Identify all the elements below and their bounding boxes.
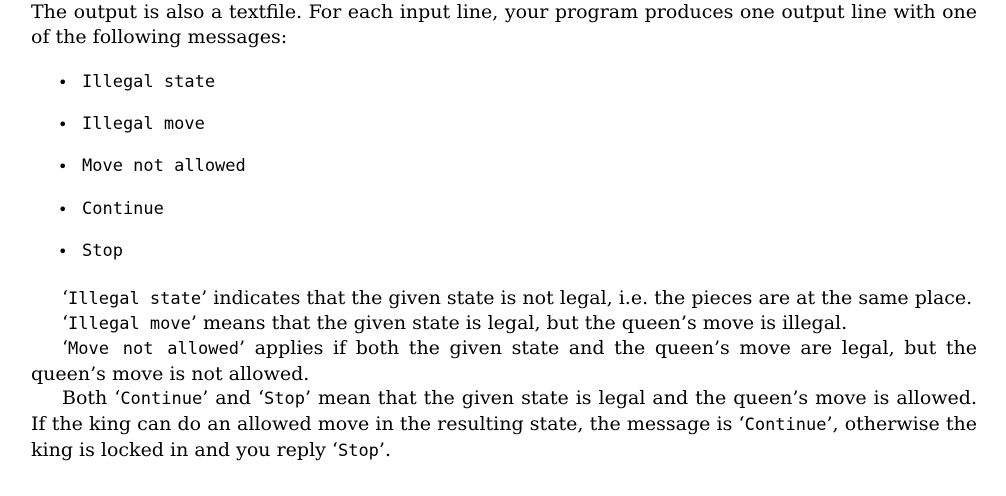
message-continue: Continue — [82, 199, 164, 219]
message-stop: Stop — [82, 241, 123, 261]
code-stop: Stop — [263, 389, 305, 409]
explanation-text: Both ‘ — [62, 387, 121, 409]
explanation-text: ’ means that the given state is legal, but the queen’s move is illegal. — [190, 312, 848, 334]
code-continue: Continue — [744, 415, 827, 435]
bullet-icon: • — [58, 73, 68, 92]
explanation-text: ’ and ‘ — [202, 387, 264, 409]
bullet-icon: • — [58, 157, 68, 176]
explanation-text: ’, otherwise the king is locked in and you reply ‘ — [31, 413, 977, 461]
bullet-icon: • — [58, 242, 68, 261]
list-item — [58, 154, 246, 179]
list-item — [58, 70, 215, 95]
explanation-illegal-state: ‘Illegal state’ indicates that the given state is not legal, i.e. the pieces are at the same place. — [62, 287, 973, 309]
code-illegal-state: Illegal state — [68, 289, 202, 309]
explanation-text: ’ applies if both the given state and the queen’s move are legal, but the queen’s move is not allowed. — [31, 337, 977, 385]
intro-paragraph: The output is also a textfile. For each input line, your program produces one output line with one of the following messages: — [31, 1, 977, 48]
message-illegal-move: Illegal move — [82, 114, 205, 134]
explanation-text: ’. — [378, 439, 392, 461]
message-move-not-allowed: Move not allowed — [82, 156, 246, 176]
code-stop: Stop — [337, 441, 379, 461]
explanation-move-not-allowed: ‘Move not allowed’ applies if both the given state and the queen’s move are legal, but the queen’s move is not allowed. — [31, 337, 977, 385]
bullet-icon: • — [58, 200, 68, 219]
code-continue: Continue — [120, 389, 203, 409]
explanation-continue-stop — [31, 386, 977, 464]
list-item — [58, 197, 164, 222]
message-illegal-state: Illegal state — [82, 72, 216, 92]
list-item — [58, 239, 123, 264]
code-move-not-allowed: Move not allowed — [68, 339, 239, 359]
list-item — [58, 112, 205, 137]
code-illegal-move: Illegal move — [68, 314, 191, 334]
explanation-text: ’ indicates that the given state is not legal, i.e. the pieces are at the same place. — [201, 287, 973, 309]
explanation-illegal-move: ‘Illegal move’ means that the given state is legal, but the queen’s move is illegal. — [62, 312, 848, 334]
bullet-icon: • — [58, 115, 68, 134]
explanation-text: ’ mean that the given state is legal and the queen’s move is allowed. If the king can do an allowed move in the resulting state, the message is ‘ — [31, 387, 977, 435]
